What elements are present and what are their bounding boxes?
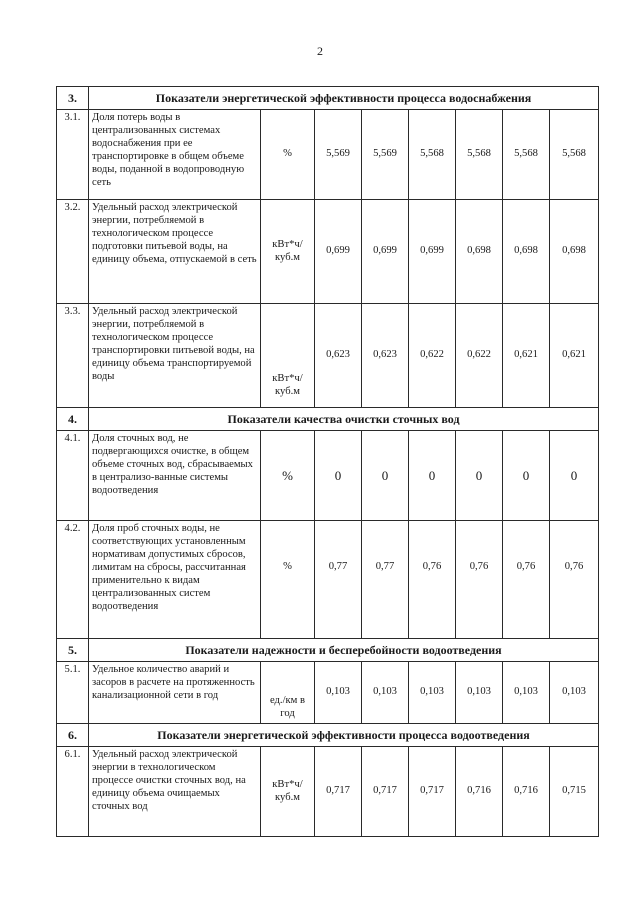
value-cell: 0,103 <box>409 662 456 724</box>
value-cell: 0,698 <box>503 200 550 304</box>
value-cell: 0 <box>362 431 409 521</box>
value-cell: 0,76 <box>503 521 550 639</box>
row-number: 3.1. <box>57 110 89 200</box>
value-cell: 0,716 <box>503 747 550 837</box>
section-number: 3. <box>57 87 89 110</box>
row-description: Удельное количество аварий и засоров в расчете на протяженность канализационной сети в год <box>89 662 261 724</box>
value-cell: 0,76 <box>409 521 456 639</box>
row-unit: % <box>261 110 315 200</box>
row-unit: кВт*ч/ куб.м <box>261 747 315 837</box>
section-title: Показатели надежности и бесперебойности водоотведения <box>89 639 599 662</box>
value-cell: 0,103 <box>456 662 503 724</box>
row-unit: % <box>261 521 315 639</box>
value-cell: 0 <box>503 431 550 521</box>
section-header-row <box>57 639 599 662</box>
row-number: 6.1. <box>57 747 89 837</box>
value-cell: 0,715 <box>550 747 599 837</box>
row-description: Доля потерь воды в централизованных системах водоснабжения при ее транспортировке в общем объеме воды, поданной в водопроводную сеть <box>89 110 261 200</box>
section-header-row <box>57 724 599 747</box>
value-cell: 0,623 <box>362 304 409 408</box>
value-cell: 0,77 <box>362 521 409 639</box>
value-cell: 0,621 <box>503 304 550 408</box>
value-cell: 0,103 <box>503 662 550 724</box>
row-description: Удельный расход электрической энергии в технологическом процессе очистки сточных вод, на единицу объема очищаемых сточных вод <box>89 747 261 837</box>
row-description: Доля проб сточных воды, не соответствующих установленным нормативам допустимых сбросов, лимитам на сбросы, рассчитанная применительно к видам централизованных систем водоотведения <box>89 521 261 639</box>
table-row <box>57 110 599 200</box>
page-number: 2 <box>317 44 323 58</box>
section-header-row <box>57 408 599 431</box>
value-cell: 5,568 <box>503 110 550 200</box>
value-cell: 0,623 <box>315 304 362 408</box>
value-cell: 0,76 <box>550 521 599 639</box>
value-cell: 0,699 <box>362 200 409 304</box>
value-cell: 0,622 <box>456 304 503 408</box>
row-description: Удельный расход электрической энергии, потребляемой в технологическом процессе подготовки питьевой воды, на единицу объема, отпускаемой в сеть <box>89 200 261 304</box>
section-number: 6. <box>57 724 89 747</box>
value-cell: 0,717 <box>409 747 456 837</box>
table-row <box>57 200 599 304</box>
table-row <box>57 304 599 408</box>
row-number: 3.2. <box>57 200 89 304</box>
row-number: 4.2. <box>57 521 89 639</box>
row-description: Удельный расход электрической энергии, потребляемой в технологическом процессе транспортировки питьевой воды, на единицу объема транспортируемой воды <box>89 304 261 408</box>
section-number: 5. <box>57 639 89 662</box>
row-unit: кВт*ч/ куб.м <box>261 304 315 408</box>
indicators-table <box>56 86 599 837</box>
row-number: 3.3. <box>57 304 89 408</box>
value-cell: 5,568 <box>456 110 503 200</box>
value-cell: 0,699 <box>315 200 362 304</box>
value-cell: 5,568 <box>550 110 599 200</box>
value-cell: 5,569 <box>362 110 409 200</box>
value-cell: 0 <box>550 431 599 521</box>
value-cell: 0,76 <box>456 521 503 639</box>
section-header-row <box>57 87 599 110</box>
value-cell: 0,716 <box>456 747 503 837</box>
value-cell: 0 <box>315 431 362 521</box>
table-row <box>57 431 599 521</box>
value-cell: 0,622 <box>409 304 456 408</box>
value-cell: 0,717 <box>362 747 409 837</box>
value-cell: 0,77 <box>315 521 362 639</box>
value-cell: 0,698 <box>456 200 503 304</box>
value-cell: 0,621 <box>550 304 599 408</box>
row-number: 4.1. <box>57 431 89 521</box>
row-unit: % <box>261 431 315 521</box>
section-title: Показатели качества очистки сточных вод <box>89 408 599 431</box>
value-cell: 0 <box>456 431 503 521</box>
value-cell: 5,568 <box>409 110 456 200</box>
value-cell: 0,103 <box>550 662 599 724</box>
row-number: 5.1. <box>57 662 89 724</box>
value-cell: 0 <box>409 431 456 521</box>
value-cell: 0,698 <box>550 200 599 304</box>
table-row <box>57 747 599 837</box>
value-cell: 0,717 <box>315 747 362 837</box>
row-description: Доля сточных вод, не подвергающихся очистке, в общем объеме сточных вод, сбрасываемых в централизо-ванные системы водоотведения <box>89 431 261 521</box>
value-cell: 0,103 <box>362 662 409 724</box>
table-row <box>57 662 599 724</box>
value-cell: 5,569 <box>315 110 362 200</box>
section-title: Показатели энергетической эффективности процесса водоотведения <box>89 724 599 747</box>
table-row <box>57 521 599 639</box>
value-cell: 0,103 <box>315 662 362 724</box>
row-unit: кВт*ч/ куб.м <box>261 200 315 304</box>
section-number: 4. <box>57 408 89 431</box>
section-title: Показатели энергетической эффективности процесса водоснабжения <box>89 87 599 110</box>
value-cell: 0,699 <box>409 200 456 304</box>
row-unit: ед./км в год <box>261 662 315 724</box>
